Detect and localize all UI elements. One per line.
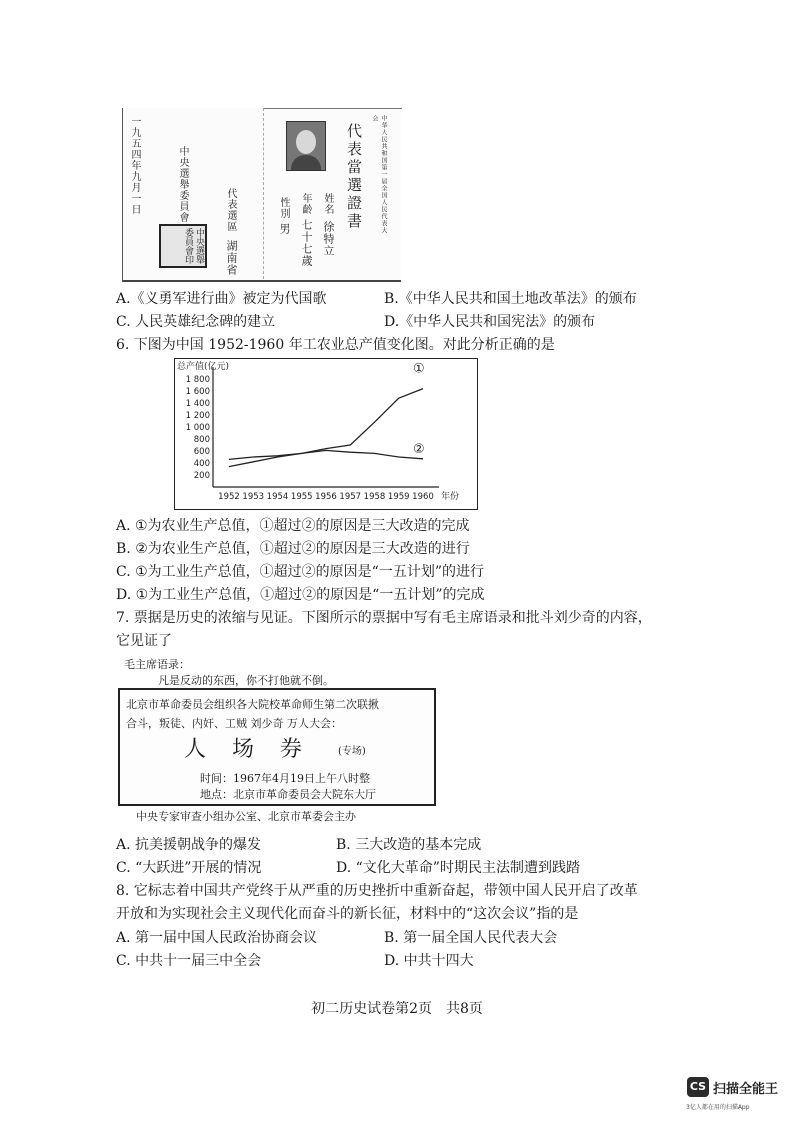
q8-stem-line2: 开放和为实现社会主义现代化而奋斗的新长征，材料中的“这次会议”指的是 — [116, 906, 579, 922]
certificate-age-value: 七十七歲 — [300, 219, 313, 267]
q5-option-c: C. 人民英雄纪念碑的建立 — [116, 314, 276, 330]
q8-stem-line1: 8. 它标志着中国共产党终于从严重的历史挫折中重新奋起，带领中国人民开启了改革 — [116, 883, 638, 899]
camscanner-subtitle: 3亿人都在用的扫描App — [686, 1104, 750, 1111]
ticket-line1: 北京市革命委员会组织各大院校革命师生第二次联揪 — [126, 698, 379, 711]
certificate-gender-label: 性別 — [278, 197, 289, 219]
q7-option-c: C. “大跃进”开展的情况 — [116, 860, 262, 876]
series-label-1: ① — [413, 361, 425, 377]
x-tick-label: 1958 — [363, 492, 386, 502]
camscanner-name: 扫描全能王 — [713, 1082, 779, 1097]
y-tick-label: 200 — [193, 471, 210, 481]
output-value-chart — [174, 358, 478, 510]
q7-stem-line1: 7. 票据是历史的浓缩与见证。下图所示的票据中写有毛主席语录和批斗刘少奇的内容， — [116, 610, 652, 626]
certificate-seal: 中央選舉委員會印 — [159, 224, 207, 268]
ticket-time: 时间：1967年4月19日上午八时整 — [200, 772, 370, 785]
portrait-photo — [286, 121, 326, 171]
x-tick-label: 1954 — [266, 492, 289, 502]
certificate-image — [122, 108, 401, 282]
q5-option-b: B.《中华人民共和国土地改革法》的颁布 — [384, 291, 637, 307]
q8-option-d: D. 中共十四大 — [384, 953, 474, 969]
x-tick-label: 1953 — [242, 492, 265, 502]
y-tick-label: 800 — [193, 435, 210, 445]
certificate-district-label: 代表選區 — [225, 188, 236, 232]
admission-ticket — [118, 688, 436, 806]
q6-option-c: C. ①为工业生产总值，①超过②的原因是“一五计划”的进行 — [116, 564, 484, 580]
q5-option-a: A.《义勇军进行曲》被定为代国歌 — [116, 291, 327, 307]
y-axis-label: 总产值(亿元) — [177, 362, 230, 372]
y-tick-label: 600 — [193, 447, 210, 457]
series-label-2: ② — [413, 441, 425, 457]
y-tick-label: 1 800 — [185, 375, 210, 385]
x-tick-label: 1955 — [290, 492, 313, 502]
q8-option-b: B. 第一届全国人民代表大会 — [384, 930, 558, 946]
y-tick-label: 1 200 — [185, 411, 210, 421]
q6-option-b: B. ②为农业生产总值，①超过②的原因是三大改造的进行 — [116, 541, 470, 557]
q5-option-d: D.《中华人民共和国宪法》的颁布 — [384, 314, 596, 330]
y-tick-label: 1 600 — [185, 387, 210, 397]
q8-option-a: A. 第一届中国人民政治协商会议 — [116, 930, 318, 946]
mao-quote-title: 毛主席语录： — [124, 658, 190, 671]
certificate-right-panel — [263, 108, 402, 279]
line-chart — [175, 359, 477, 509]
q6-option-d: D. ①为工业生产总值，①超过②的原因是“一五计划”的完成 — [116, 587, 485, 603]
ticket-footer: 中央专家审查小组办公室、北京市革委会主办 — [136, 810, 356, 823]
x-axis-label: 年份 — [441, 492, 460, 502]
ticket-tag: (专场) — [338, 746, 366, 757]
series-line-2 — [229, 450, 423, 459]
q7-option-d: D. “文化大革命”时期民主法制遭到践踏 — [336, 860, 580, 876]
q7-option-a: A. 抗美援朝战争的爆发 — [116, 837, 262, 853]
x-tick-label: 1960 — [412, 492, 434, 502]
certificate-date: 一九五四年九月一日 — [129, 116, 140, 215]
q6-stem: 6. 下图为中国 1952-1960 年工农业总产值变化图。对此分析正确的是 — [116, 337, 555, 353]
certificate-gender-value: 男 — [278, 223, 291, 235]
certificate-title: 代表當選證書 — [345, 123, 363, 231]
certificate-district-value: 湖南省 — [225, 240, 238, 276]
ticket-line2: 合斗，叛徒、内奸、工贼 刘少奇 万人大会： — [126, 717, 342, 730]
certificate-name-value: 徐特立 — [322, 221, 335, 257]
q7-stem-line2: 它见证了 — [116, 633, 172, 649]
y-tick-label: 1 000 — [185, 423, 210, 433]
x-tick-label: 1957 — [339, 492, 362, 502]
mao-quote-body: 凡是反动的东西，你不打他就不倒。 — [158, 674, 334, 687]
series-line-1 — [229, 389, 423, 467]
certificate-committee: 中央選舉委員會 — [177, 146, 188, 223]
certificate-name-label: 姓名 — [322, 193, 333, 215]
q6-option-a: A. ①为农业生产总值，①超过②的原因是三大改造的完成 — [116, 518, 470, 534]
y-tick-label: 1 400 — [185, 399, 210, 409]
x-tick-label: 1959 — [387, 492, 410, 502]
camscanner-logo-icon: CS — [687, 1077, 709, 1097]
certificate-age-label: 年齡 — [300, 193, 311, 215]
page-footer: 初二历史试卷第2页 共8页 — [311, 1001, 483, 1017]
x-tick-label: 1956 — [315, 492, 337, 502]
y-tick-label: 400 — [193, 459, 210, 469]
q8-option-c: C. 中共十一届三中全会 — [116, 953, 262, 969]
x-tick-label: 1952 — [218, 492, 240, 502]
ticket-place: 地点：北京市革命委员会大院东大厅 — [200, 788, 376, 801]
certificate-header-small: 中华人民共和国第一届全国人民代表大会 — [371, 115, 387, 234]
q7-option-b: B. 三大改造的基本完成 — [336, 837, 482, 853]
ticket-title: 人 场 券 — [184, 737, 305, 762]
